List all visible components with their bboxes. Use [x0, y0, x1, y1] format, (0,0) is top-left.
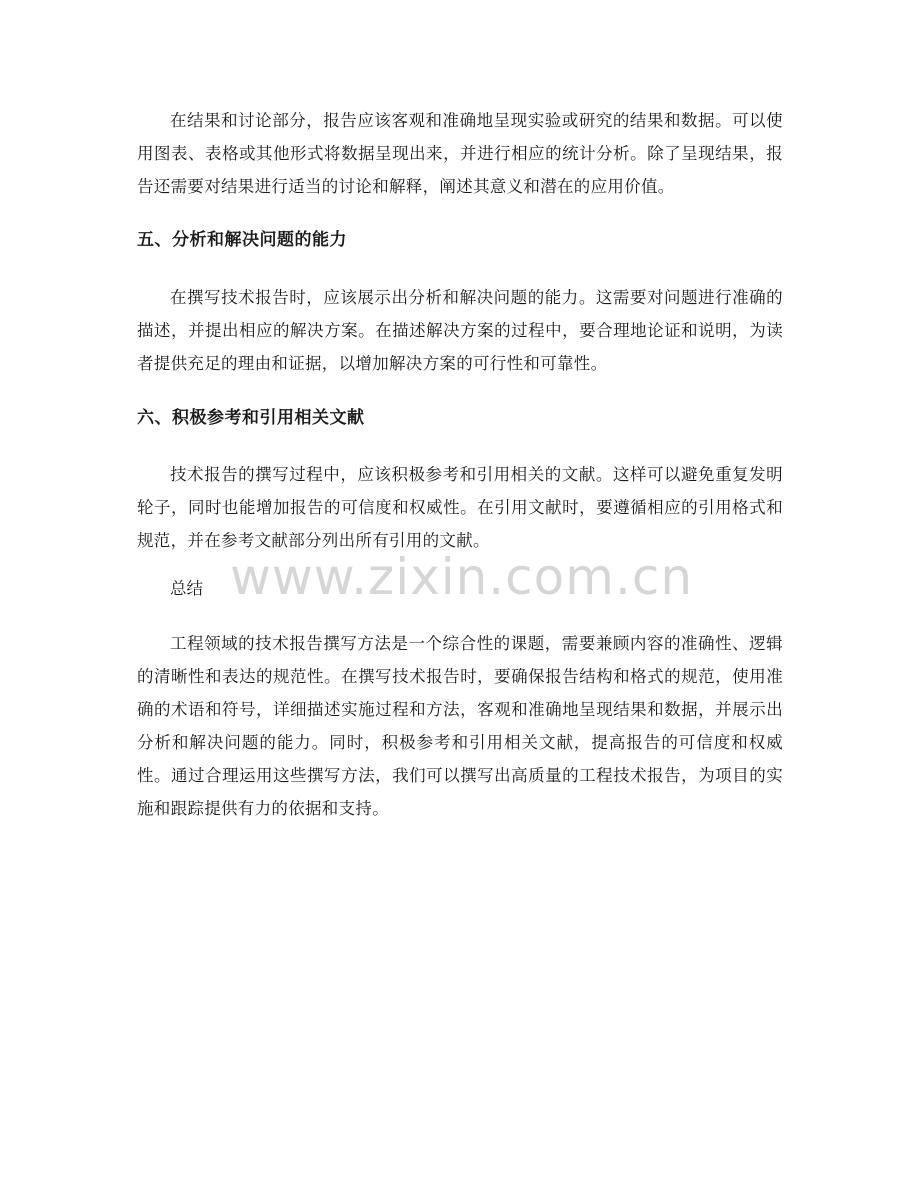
conclusion-paragraph: 工程领域的技术报告撰写方法是一个综合性的课题，需要兼顾内容的准确性、逻辑的清晰性和表达的规范性。在撰写技术报告时，要确保报告结构和格式的规范，使用准确的术语和符号，详细描述实施过程和方法，客观和准确地呈现结果和数据，并展示出分析和解决问题的能力。同时，积极参考和引用相关文献，提高报告的可信度和权威性。通过合理运用这些撰写方法，我们可以撰写出高质量的工程技术报告，为项目的实施和跟踪提供有力的依据和支持。: [137, 634, 783, 818]
watermark-text: www.zixin.com.cn: [230, 548, 694, 606]
section6-heading: 六、积极参考和引用相关文献: [137, 408, 365, 428]
results-paragraph-block: [137, 104, 783, 203]
summary-heading: 总结: [170, 579, 203, 598]
conclusion-paragraph-block: [137, 627, 783, 825]
analysis-paragraph: 在撰写技术报告时，应该展示出分析和解决问题的能力。这需要对问题进行准确的描述，并提出相应的解决方案。在描述解决方案的过程中，要合理地论证和说明，为读者提供充足的理由和证据，以增加解决方案的可行性和可靠性。: [137, 288, 783, 373]
references-paragraph: 技术报告的撰写过程中，应该积极参考和引用相关的文献。这样可以避免重复发明轮子，同时也能增加报告的可信度和权威性。在引用文献时，要遵循相应的引用格式和规范，并在参考文献部分列出所有引用的文献。: [137, 465, 783, 550]
section6-heading-block: [137, 402, 783, 435]
references-paragraph-block: [137, 458, 783, 557]
analysis-paragraph-block: [137, 281, 783, 380]
section5-heading: 五、分析和解决问题的能力: [137, 230, 347, 250]
results-paragraph: 在结果和讨论部分，报告应该客观和准确地呈现实验或研究的结果和数据。可以使用图表、表格或其他形式将数据呈现出来，并进行相应的统计分析。除了呈现结果，报告还需要对结果进行适当的讨论和解释，阐述其意义和潜在的应用价值。: [137, 111, 783, 196]
section5-heading-block: [137, 224, 783, 257]
